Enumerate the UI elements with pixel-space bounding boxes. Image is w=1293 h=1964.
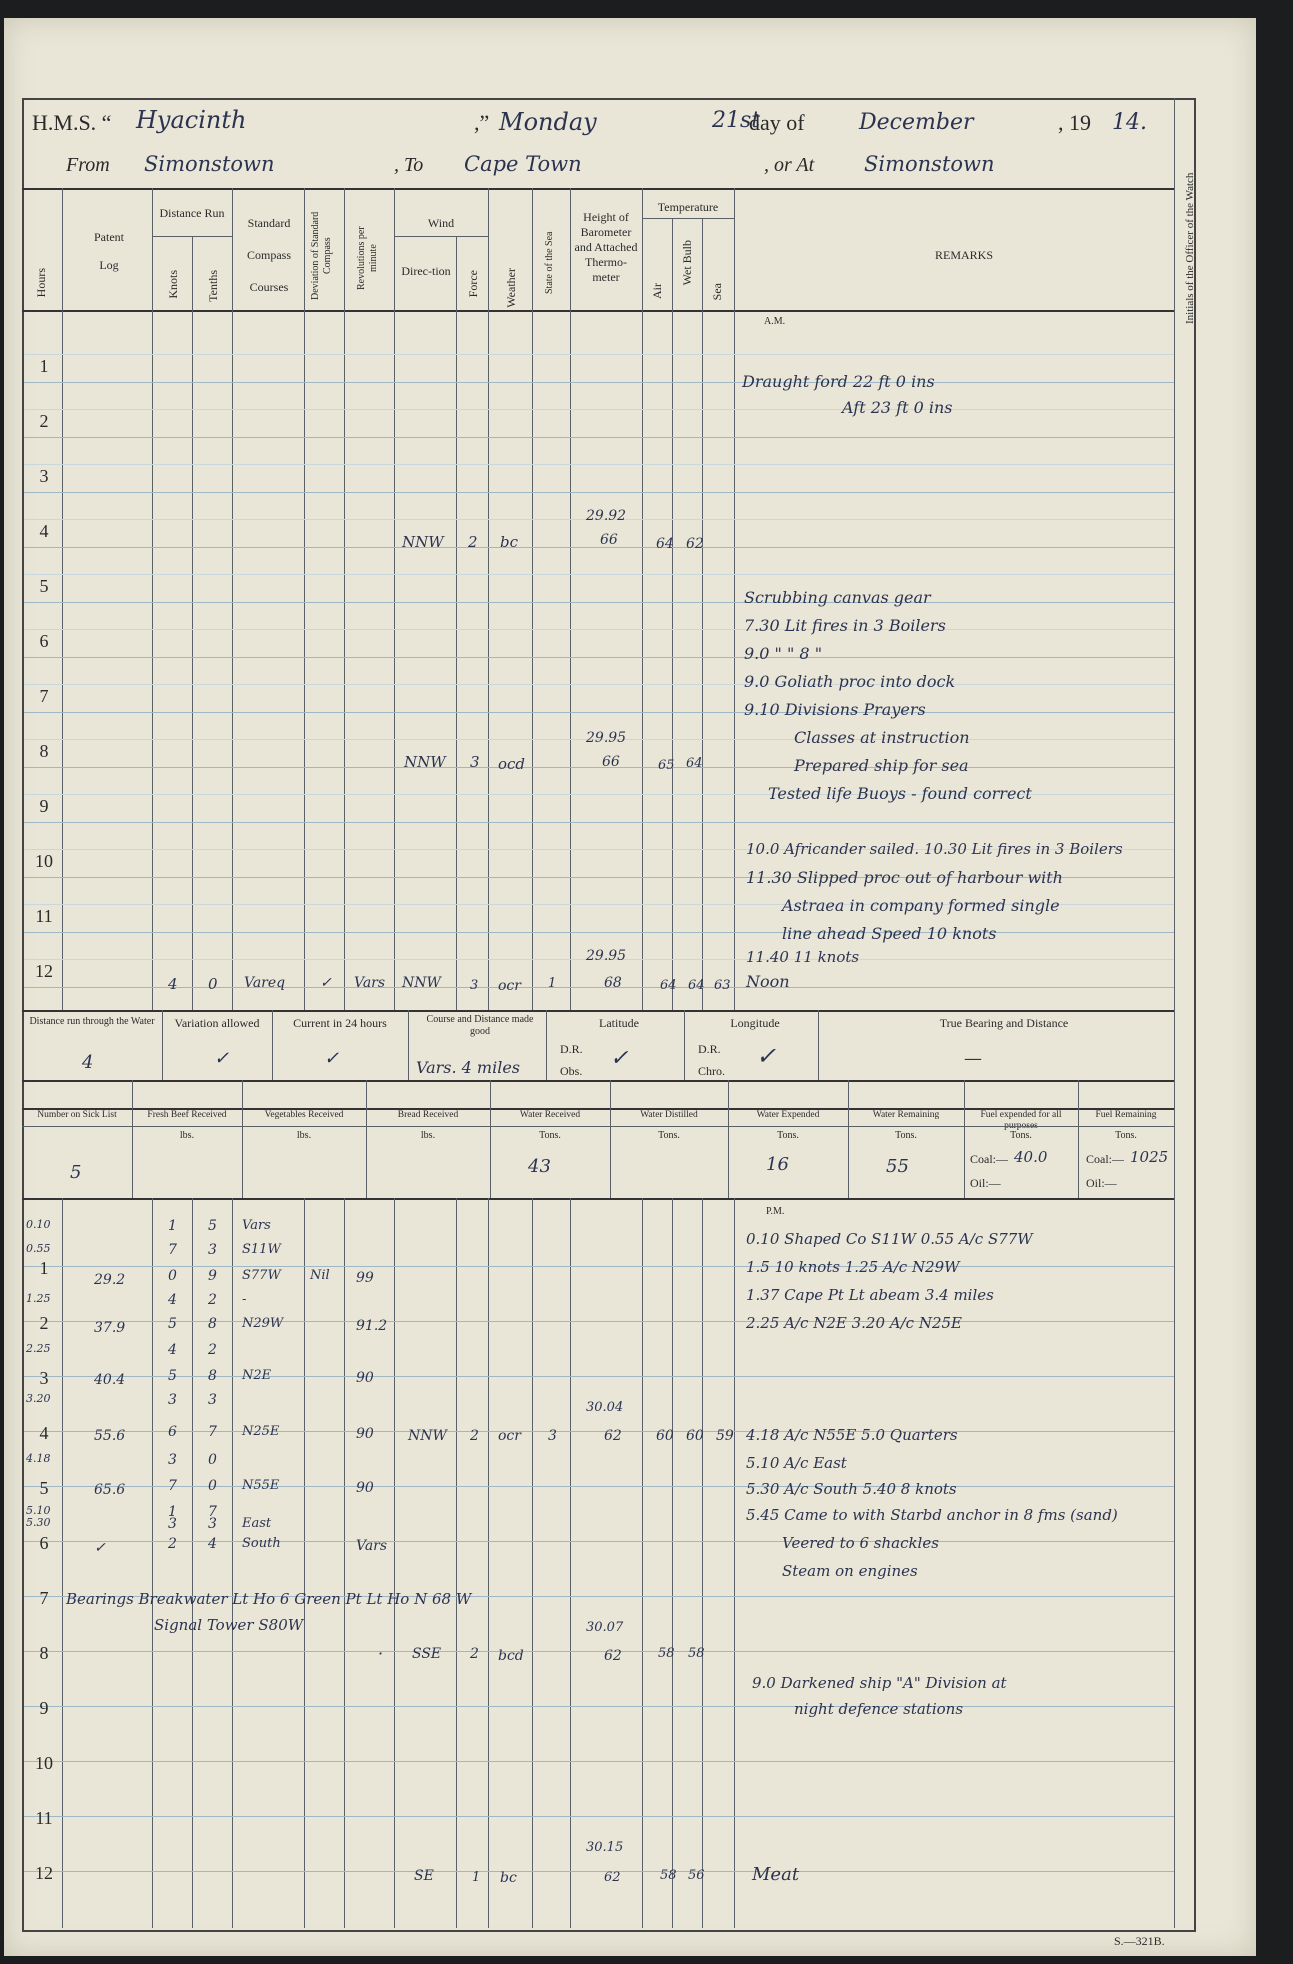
col-standard: Standard bbox=[247, 216, 291, 230]
sick-value: 5 bbox=[70, 1162, 82, 1183]
am-remark: Aft 23 ft 0 ins bbox=[842, 398, 953, 417]
am-remark: Draught ford 22 ft 0 ins bbox=[742, 372, 935, 391]
am-h4-force: 2 bbox=[468, 533, 478, 551]
am-half-rule bbox=[24, 684, 1174, 685]
pm-rule bbox=[24, 1816, 1174, 1817]
pm-h8-weather: bcd bbox=[498, 1648, 524, 1664]
pm-hour-number: 10 bbox=[35, 1753, 53, 1773]
am-remark: 11.40 11 knots bbox=[746, 948, 860, 966]
water-remaining-value: 55 bbox=[886, 1156, 909, 1177]
am-h12-seatemp: 63 bbox=[714, 978, 731, 993]
col-state-sea: State of the Sea bbox=[544, 231, 555, 295]
am-rule bbox=[24, 657, 1174, 658]
pm-knots: 3 bbox=[168, 1452, 177, 1468]
am-h12-wind: NNW bbox=[402, 975, 441, 991]
pm-tenths: 2 bbox=[208, 1342, 217, 1358]
am-h8-wind: NNW bbox=[404, 753, 446, 771]
am-h12-dev: ✓ bbox=[320, 975, 332, 991]
am-h4-weather: bc bbox=[500, 533, 519, 551]
latitude-check: ✓ bbox=[610, 1046, 629, 1071]
pm-h4-baro-top: 30.04 bbox=[586, 1400, 624, 1415]
col-distance-run: Distance Run bbox=[159, 206, 225, 220]
am-remark: 9.0 " " 8 " bbox=[744, 644, 823, 663]
pm-course: South bbox=[242, 1536, 281, 1551]
variation-value: ✓ bbox=[214, 1048, 230, 1069]
am-h8-baro: 66 bbox=[602, 754, 620, 770]
pm-h8-air: 58 bbox=[658, 1646, 675, 1661]
col-weather: Weather bbox=[504, 268, 518, 308]
pm-rule bbox=[24, 1266, 1174, 1267]
pm-tenths: 2 bbox=[208, 1292, 217, 1308]
am-rule bbox=[24, 932, 1174, 933]
pm-remark: Steam on engines bbox=[782, 1562, 918, 1580]
am-hour-number: 12 bbox=[35, 961, 53, 981]
col-wet-bulb: Wet Bulb bbox=[680, 240, 694, 286]
am-half-rule bbox=[24, 629, 1174, 630]
supply-col-rule bbox=[848, 1080, 849, 1198]
pm-remark: Meat bbox=[752, 1864, 800, 1885]
col-direction: Direc-tion bbox=[401, 264, 451, 278]
pm-time: 2.25 bbox=[26, 1342, 51, 1355]
pm-rule bbox=[24, 1321, 1174, 1322]
pm-tenths: 3 bbox=[208, 1392, 217, 1408]
pm-time: 4.18 bbox=[26, 1452, 51, 1465]
pm-revs: 90 bbox=[356, 1370, 374, 1386]
am-h12-weather: ocr bbox=[498, 978, 521, 994]
am-half-rule bbox=[24, 409, 1174, 410]
am-remark: line ahead Speed 10 knots bbox=[782, 924, 997, 943]
supply-header: Fuel expended for all purposes bbox=[980, 1110, 1062, 1131]
pm-remark: 4.18 A/c N55E 5.0 Quarters bbox=[746, 1426, 958, 1444]
pm-rule bbox=[24, 1431, 1174, 1432]
am-remark: Noon bbox=[746, 972, 790, 991]
pm-revs: 90 bbox=[356, 1480, 374, 1496]
to-label: , To bbox=[394, 154, 424, 176]
from-value: Simonstown bbox=[144, 152, 275, 176]
supply-header: Vegetables Received bbox=[264, 1110, 344, 1120]
am-h12-wet: 64 bbox=[688, 978, 705, 993]
supply-header: Water Remaining bbox=[872, 1110, 940, 1120]
day-number: 21st bbox=[712, 108, 761, 133]
am-hour-number: 7 bbox=[39, 686, 49, 706]
pm-knots: 3 bbox=[168, 1516, 177, 1532]
weekday: Monday bbox=[499, 108, 597, 136]
log-page bbox=[4, 18, 1256, 1956]
pm-time: 1.25 bbox=[26, 1292, 51, 1305]
pm-deviation: Nil bbox=[310, 1268, 330, 1283]
pm-time: 0.55 bbox=[26, 1242, 51, 1255]
pm-course: N29W bbox=[242, 1316, 284, 1331]
pm-remark: 5.10 A/c East bbox=[746, 1454, 847, 1472]
supply-unit: Tons. bbox=[1010, 1130, 1032, 1141]
am-remark: Tested life Buoys - found correct bbox=[768, 784, 1032, 803]
from-label: From bbox=[66, 154, 110, 176]
am-hour-number: 8 bbox=[39, 741, 49, 761]
longitude-label: Longitude bbox=[730, 1016, 780, 1030]
supply-col-rule bbox=[728, 1080, 729, 1198]
am-remark: Scrubbing canvas gear bbox=[744, 588, 931, 607]
pm-course: S77W bbox=[242, 1268, 281, 1283]
am-h4-baro: 66 bbox=[600, 532, 618, 548]
pm-h12-baro-top: 30.15 bbox=[586, 1840, 624, 1855]
pm-h4-wind: NNW bbox=[408, 1428, 447, 1444]
pm-hour-number: 9 bbox=[39, 1698, 49, 1718]
water-expended-value: 16 bbox=[766, 1154, 789, 1175]
bearing-dash: — bbox=[964, 1048, 982, 1069]
pm-h8-dot: · bbox=[378, 1644, 384, 1663]
am-hour-number: 10 bbox=[35, 851, 53, 871]
pm-log-value: ✓ bbox=[94, 1540, 106, 1556]
pm-hour-number: 3 bbox=[39, 1368, 49, 1388]
pm-h4-baro: 62 bbox=[604, 1428, 622, 1444]
latitude-label: Latitude bbox=[599, 1016, 639, 1030]
year-prefix: , 19 bbox=[1058, 110, 1091, 135]
am-h4-wind: NNW bbox=[402, 533, 444, 551]
supply-unit: Tons. bbox=[539, 1130, 561, 1141]
pm-hour-number: 6 bbox=[39, 1533, 49, 1553]
pm-rule bbox=[24, 1706, 1174, 1707]
am-rule bbox=[24, 712, 1174, 713]
pm-knots: 1 bbox=[168, 1504, 177, 1520]
am-remark: Astraea in company formed single bbox=[782, 896, 1060, 915]
am-hour-number: 1 bbox=[39, 356, 49, 376]
lon-dr-label: D.R. bbox=[698, 1042, 721, 1056]
pm-h12-weather: bc bbox=[500, 1870, 517, 1886]
am-half-rule bbox=[24, 574, 1174, 575]
pm-remark: 5.30 A/c South 5.40 8 knots bbox=[746, 1480, 957, 1498]
pm-h7-note-2: Signal Tower S80W bbox=[154, 1616, 304, 1634]
oil-rem-label: Oil:— bbox=[1086, 1176, 1117, 1190]
pm-knots: 0 bbox=[168, 1268, 177, 1284]
at-value: Simonstown bbox=[864, 152, 995, 176]
pm-time: 5.10 bbox=[26, 1504, 51, 1517]
distance-label: Distance run through the Water bbox=[29, 1016, 155, 1027]
am-h12-tenths: 0 bbox=[208, 975, 218, 993]
supply-sub-rule bbox=[22, 1126, 1174, 1127]
am-hour-number: 11 bbox=[35, 906, 53, 926]
am-h12-air: 64 bbox=[660, 978, 677, 993]
pm-h12-baro: 62 bbox=[604, 1870, 621, 1885]
coal-exp-value: 40.0 bbox=[1014, 1148, 1048, 1166]
pm-h4-seatemp: 59 bbox=[716, 1428, 734, 1444]
am-rule bbox=[24, 437, 1174, 438]
am-rule bbox=[24, 547, 1174, 548]
pm-remark: 9.0 Darkened ship "A" Division at bbox=[752, 1674, 1007, 1692]
pm-tenths: 4 bbox=[208, 1536, 217, 1552]
col-patent-2: Log bbox=[99, 258, 119, 272]
pm-rule bbox=[24, 1486, 1174, 1487]
pm-tenths: 7 bbox=[208, 1504, 217, 1520]
supply-header: Number on Sick List bbox=[37, 1110, 117, 1120]
pm-hour-number: 7 bbox=[39, 1588, 49, 1608]
current-label: Current in 24 hours bbox=[293, 1016, 387, 1030]
pm-knots: 4 bbox=[168, 1292, 177, 1308]
pm-knots: 7 bbox=[168, 1242, 177, 1258]
am-h8-wet: 64 bbox=[686, 756, 703, 771]
pm-hour-number: 5 bbox=[39, 1478, 49, 1498]
pm-log-value: 29.2 bbox=[94, 1272, 126, 1288]
pm-rule bbox=[24, 1761, 1174, 1762]
water-received-value: 43 bbox=[528, 1156, 551, 1177]
am-half-rule bbox=[24, 354, 1174, 355]
supply-header: Fuel Remaining bbox=[1095, 1110, 1157, 1120]
pm-remark: 0.10 Shaped Co S11W 0.55 A/c S77W bbox=[746, 1230, 1033, 1248]
bearing-label: True Bearing and Distance bbox=[939, 1016, 1069, 1030]
am-remark: 9.0 Goliath proc into dock bbox=[744, 672, 956, 691]
pm-course: N25E bbox=[242, 1424, 280, 1439]
am-remark: 11.30 Slipped proc out of harbour with bbox=[746, 868, 1063, 887]
pm-hour-number: 12 bbox=[35, 1863, 53, 1883]
supply-unit: Tons. bbox=[895, 1130, 917, 1141]
am-rule bbox=[24, 822, 1174, 823]
pm-h4-weather: ocr bbox=[498, 1428, 521, 1444]
pm-log-value: 40.4 bbox=[94, 1372, 126, 1388]
pm-h12-wet: 56 bbox=[688, 1868, 705, 1883]
at-label: , or At bbox=[764, 154, 815, 176]
am-h4-air: 64 bbox=[656, 536, 674, 552]
pm-hour-number: 2 bbox=[39, 1313, 49, 1333]
supply-header: Bread Received bbox=[397, 1110, 459, 1120]
pm-h8-wet: 58 bbox=[688, 1646, 705, 1661]
am-hour-number: 4 bbox=[39, 521, 49, 541]
day-of-label: day of bbox=[749, 110, 805, 135]
supply-col-rule bbox=[610, 1080, 611, 1198]
ship-name: Hyacinth bbox=[136, 106, 247, 134]
pm-hour-number: 8 bbox=[39, 1643, 49, 1663]
am-hour-number: 6 bbox=[39, 631, 49, 651]
am-rule bbox=[24, 767, 1174, 768]
am-h8-air: 65 bbox=[658, 758, 675, 773]
current-value: ✓ bbox=[324, 1048, 340, 1069]
am-remark: 9.10 Divisions Prayers bbox=[744, 700, 926, 719]
pm-label: P.M. bbox=[766, 1206, 785, 1217]
pm-remark: night defence stations bbox=[794, 1700, 964, 1718]
month: December bbox=[859, 110, 974, 135]
pm-h4-force: 2 bbox=[470, 1428, 479, 1444]
supply-col-rule bbox=[490, 1080, 491, 1198]
am-hour-number: 3 bbox=[39, 466, 49, 486]
year-suffix: 14. bbox=[1112, 110, 1147, 135]
col-sea: Sea bbox=[710, 283, 724, 301]
pm-tenths: 8 bbox=[208, 1368, 217, 1384]
supply-col-rule bbox=[1078, 1080, 1079, 1198]
pm-h4-air: 60 bbox=[656, 1428, 674, 1444]
pm-tenths: 7 bbox=[208, 1424, 217, 1440]
col-knots: Knots bbox=[166, 270, 180, 299]
col-initials: Initials of the Officer of the Watch bbox=[1184, 172, 1196, 324]
pm-h4-sea: 3 bbox=[548, 1428, 557, 1444]
variation-label: Variation allowed bbox=[174, 1016, 260, 1030]
am-rule bbox=[24, 602, 1174, 603]
am-h12-revs: Vars bbox=[354, 975, 386, 991]
am-h8-baro-top: 29.95 bbox=[586, 730, 627, 746]
coal-rem-value: 1025 bbox=[1130, 1148, 1169, 1166]
pm-h4-wet: 60 bbox=[686, 1428, 704, 1444]
course-label: Course and Distance made good bbox=[426, 1014, 534, 1037]
form-number: S.—321B. bbox=[1114, 1934, 1165, 1948]
supply-col-rule bbox=[242, 1080, 243, 1198]
am-h12-force: 3 bbox=[470, 978, 479, 993]
pm-log-value: 37.9 bbox=[94, 1320, 126, 1336]
col-courses: Courses bbox=[249, 280, 289, 294]
course-value: Vars. 4 miles bbox=[416, 1058, 521, 1077]
pm-tenths: 0 bbox=[208, 1452, 217, 1468]
am-h12-baro: 68 bbox=[604, 975, 622, 991]
col-wind: Wind bbox=[427, 216, 455, 230]
col-revolutions: Revolutions per minute bbox=[356, 226, 379, 290]
am-half-rule bbox=[24, 464, 1174, 465]
pm-knots: 7 bbox=[168, 1478, 177, 1494]
am-h4-baro-top: 29.92 bbox=[586, 508, 627, 524]
am-h4-wet: 62 bbox=[686, 536, 704, 552]
am-h12-course: Vareq bbox=[244, 975, 286, 991]
am-label: A.M. bbox=[764, 316, 786, 327]
pm-log-value: 55.6 bbox=[94, 1428, 126, 1444]
pm-course: - bbox=[242, 1292, 247, 1307]
am-remark: Classes at instruction bbox=[794, 728, 970, 747]
supply-unit: lbs. bbox=[420, 1130, 436, 1141]
am-remark: Prepared ship for sea bbox=[794, 756, 969, 775]
pm-knots: 4 bbox=[168, 1342, 177, 1358]
pm-rule bbox=[24, 1871, 1174, 1872]
pm-h12-force: 1 bbox=[472, 1870, 481, 1885]
am-h12-baro-top: 29.95 bbox=[586, 948, 627, 964]
am-rule bbox=[24, 492, 1174, 493]
supply-col-rule bbox=[964, 1080, 965, 1198]
pm-time: 3.20 bbox=[26, 1392, 51, 1405]
pm-course: N55E bbox=[242, 1478, 280, 1493]
pm-course: S11W bbox=[242, 1242, 281, 1257]
am-rule bbox=[24, 987, 1174, 988]
supply-unit: lbs. bbox=[296, 1130, 312, 1141]
distance-value: 4 bbox=[82, 1052, 94, 1073]
pm-hour-number: 4 bbox=[39, 1423, 49, 1443]
pm-tenths: 3 bbox=[208, 1516, 217, 1532]
pm-revs: Vars bbox=[356, 1538, 388, 1554]
col-force: Force bbox=[466, 270, 480, 298]
col-compass: Compass bbox=[246, 248, 291, 262]
am-hour-number: 2 bbox=[39, 411, 49, 431]
pm-tenths: 3 bbox=[208, 1242, 217, 1258]
pm-tenths: 8 bbox=[208, 1316, 217, 1332]
pm-course: East bbox=[242, 1516, 272, 1531]
pm-rule bbox=[24, 1651, 1174, 1652]
quote-mark: ,” bbox=[474, 110, 490, 135]
pm-knots: 6 bbox=[168, 1424, 177, 1440]
am-hour-number: 9 bbox=[39, 796, 49, 816]
am-rule bbox=[24, 382, 1174, 383]
pm-revs: 90 bbox=[356, 1426, 374, 1442]
pm-hour-number: 11 bbox=[35, 1808, 53, 1828]
lat-obs-label: Obs. bbox=[560, 1064, 583, 1078]
coal-exp-label: Coal:— bbox=[970, 1152, 1008, 1166]
pm-knots: 3 bbox=[168, 1392, 177, 1408]
pm-tenths: 5 bbox=[208, 1218, 217, 1234]
pm-h12-air: 58 bbox=[660, 1868, 677, 1883]
to-value: Cape Town bbox=[464, 152, 582, 176]
pm-rule bbox=[24, 1541, 1174, 1542]
am-h8-weather: ocd bbox=[498, 755, 526, 773]
supply-header: Fresh Beef Received bbox=[147, 1110, 227, 1120]
am-h12-sea: 1 bbox=[548, 976, 557, 991]
supply-header: Water Received bbox=[519, 1110, 581, 1120]
pm-knots: 2 bbox=[168, 1536, 177, 1552]
col-hours: Hours bbox=[34, 268, 48, 298]
pm-rule bbox=[24, 1376, 1174, 1377]
supply-col-rule bbox=[132, 1080, 133, 1198]
supply-header: Water Distilled bbox=[640, 1110, 698, 1120]
am-h8-force: 3 bbox=[470, 753, 480, 771]
pm-remark: 1.37 Cape Pt Lt abeam 3.4 miles bbox=[746, 1286, 994, 1304]
hms-label: H.M.S. “ bbox=[32, 110, 112, 135]
supply-unit: Tons. bbox=[658, 1130, 680, 1141]
supply-col-rule bbox=[366, 1080, 367, 1198]
col-deviation: Deviation of Standard Compass bbox=[310, 211, 333, 301]
col-remarks: REMARKS bbox=[934, 248, 993, 262]
am-remark: 10.0 Africander sailed. 10.30 Lit fires in 3 Boilers bbox=[746, 840, 1123, 858]
pm-revs: 91.2 bbox=[356, 1318, 388, 1334]
col-air: Air bbox=[650, 283, 664, 299]
pm-tenths: 0 bbox=[208, 1478, 217, 1494]
pm-course: N2E bbox=[242, 1368, 272, 1383]
pm-revs: 99 bbox=[356, 1270, 374, 1286]
coal-rem-label: Coal:— bbox=[1086, 1152, 1124, 1166]
pm-knots: 1 bbox=[168, 1218, 177, 1234]
pm-h12-wind: SE bbox=[414, 1868, 434, 1884]
pm-knots: 5 bbox=[168, 1368, 177, 1384]
supply-unit: Tons. bbox=[1115, 1130, 1137, 1141]
am-h12-knots: 4 bbox=[168, 975, 178, 993]
lat-dr-label: D.R. bbox=[560, 1042, 583, 1056]
pm-hour-number: 1 bbox=[39, 1258, 49, 1278]
am-hour-number: 5 bbox=[39, 576, 49, 596]
supply-unit: lbs. bbox=[179, 1130, 195, 1141]
pm-remark: Veered to 6 shackles bbox=[782, 1534, 939, 1552]
pm-time: 5.30 bbox=[26, 1516, 51, 1529]
supply-header: Water Expended bbox=[756, 1110, 820, 1120]
pm-h8-baro-top: 30.07 bbox=[586, 1620, 624, 1635]
pm-tenths: 9 bbox=[208, 1268, 217, 1284]
col-patent-1: Patent bbox=[94, 230, 124, 244]
pm-h8-force: 2 bbox=[470, 1646, 479, 1662]
pm-h8-wind: SSE bbox=[412, 1646, 442, 1662]
col-temperature: Temperature bbox=[657, 200, 719, 214]
col-barometer: Height of Barometer and Attached Thermo-meter bbox=[574, 210, 638, 284]
supply-unit: Tons. bbox=[777, 1130, 799, 1141]
pm-remark: 5.45 Came to with Starbd anchor in 8 fms (sand) bbox=[746, 1506, 1118, 1524]
pm-course: Vars bbox=[242, 1218, 271, 1233]
pm-remark: 2.25 A/c N2E 3.20 A/c N25E bbox=[746, 1314, 962, 1332]
oil-exp-label: Oil:— bbox=[970, 1176, 1001, 1190]
pm-h8-baro: 62 bbox=[604, 1648, 622, 1664]
pm-knots: 5 bbox=[168, 1316, 177, 1332]
longitude-check: ✓ bbox=[756, 1042, 777, 1070]
lon-chro-label: Chro. bbox=[698, 1064, 725, 1078]
pm-time: 0.10 bbox=[26, 1218, 51, 1231]
pm-log-value: 65.6 bbox=[94, 1482, 126, 1498]
pm-h7-note-1: Bearings Breakwater Lt Ho 6 Green Pt Lt Ho N 68 W bbox=[66, 1590, 472, 1608]
pm-remark: 1.5 10 knots 1.25 A/c N29W bbox=[746, 1258, 960, 1276]
col-tenths: Tenths bbox=[206, 270, 220, 302]
am-remark: 7.30 Lit fires in 3 Boilers bbox=[744, 616, 946, 635]
